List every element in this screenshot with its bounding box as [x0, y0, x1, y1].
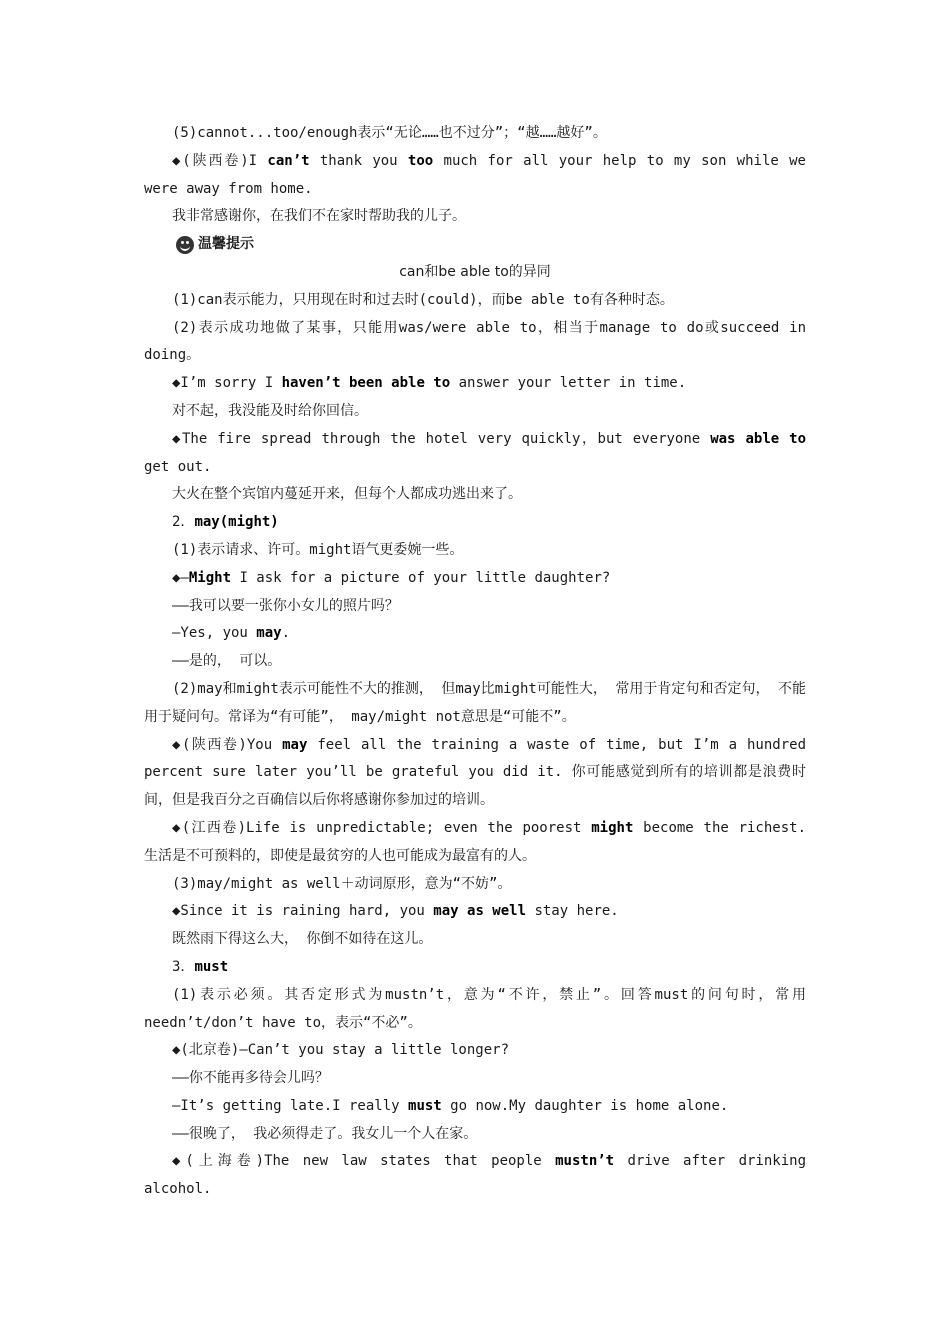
- keyword: haven’t been able to: [281, 375, 451, 392]
- example-sentence: ◆(陕西卷)I can’t thank you too much for all your help to my son while we were away from home.: [144, 152, 806, 197]
- keyword: might: [591, 819, 634, 836]
- section-heading: can和be able to的异同: [399, 263, 551, 280]
- example-sentence: ◆(江西卷)Life is unpredictable; even the poorest might become the richest. 生活是不可预料的，即使是最贫穷的人也可能成为最富有的人。: [144, 819, 806, 864]
- text-line: (2)may和might表示可能性不大的推测， 但may比might可能性大， 常用于肯定句和否定句， 不能用于疑问句。常译为“有可能”， may/might not意思是“可能不”。: [144, 680, 806, 725]
- document-page: [144, 120, 806, 1204]
- translation: ——很晚了， 我必须得走了。我女儿一个人在家。: [172, 1125, 478, 1142]
- keyword: Might: [188, 569, 232, 586]
- example-sentence: ◆(陕西卷)You may feel all the training a waste of time, but I’m a hundred percent sure later you’ll be grateful you did it. 你可能感觉到所有的培训都是浪费时间，但是我百分之百确信以后你将感谢你参加过的培训。: [144, 736, 806, 809]
- example-sentence: ◆The fire spread through the hotel very quickly，but everyone was able to get out.: [144, 430, 806, 475]
- keyword: may: [256, 625, 282, 642]
- keyword: mustn’t: [555, 1153, 615, 1170]
- keyword: was able to: [710, 430, 806, 447]
- example-sentence: ◆(上海卷)The new law states that people mustn’t drive after drinking alcohol.: [144, 1153, 806, 1198]
- keyword: too: [407, 152, 434, 169]
- translation: ——是的， 可以。: [172, 653, 282, 670]
- section-number: 2．may(might): [172, 514, 279, 531]
- keyword: may as well: [433, 903, 527, 920]
- example-sentence: —Yes, you may.: [172, 625, 291, 642]
- example-sentence: ◆Since it is raining hard, you may as well stay here.: [172, 903, 619, 920]
- keyword: may(might): [194, 514, 279, 531]
- text-line: (3)may/might as well＋动词原形，意为“不妨”。: [172, 875, 512, 892]
- translation: 大火在整个宾馆内蔓延开来，但每个人都成功逃出来了。: [172, 486, 522, 503]
- keyword: may: [282, 736, 308, 753]
- text-line: (1)表示请求、许可。might语气更委婉一些。: [172, 541, 464, 558]
- tip-header: 温馨提示: [144, 231, 806, 259]
- example-sentence: —It’s getting late.I really must go now.My daughter is home alone.: [172, 1097, 729, 1114]
- keyword: must: [194, 958, 229, 975]
- section-number: 3．must: [172, 958, 229, 975]
- smiley-icon: [176, 236, 194, 254]
- text-line: (1)表示必须。其否定形式为mustn’t，意为“不许，禁止”。回答must的问句时，常用needn’t/don’t have to，表示“不必”。: [144, 986, 806, 1031]
- text-line: (5)cannot...too/enough表示“无论……也不过分”；“越……越好”。: [172, 125, 607, 141]
- example-sentence: ◆I’m sorry I haven’t been able to answer your letter in time.: [172, 375, 687, 392]
- text-line: (2)表示成功地做了某事，只能用was/were able to，相当于manage to do或succeed in doing。: [144, 319, 806, 364]
- translation: ——你不能再多待会儿吗？: [172, 1070, 329, 1087]
- translation: ——我可以要一张你小女儿的照片吗？: [172, 597, 399, 614]
- text-line: (1)can表示能力，只用现在时和过去时(could)，而be able to有各种时态。: [172, 291, 674, 308]
- example-sentence: ◆(北京卷)—Can’t you stay a little longer?: [172, 1042, 510, 1059]
- translation: 对不起，我没能及时给你回信。: [172, 402, 368, 419]
- keyword: can’t: [267, 152, 310, 169]
- example-sentence: ◆—Might I ask for a picture of your little daughter?: [172, 569, 611, 586]
- translation: 我非常感谢你，在我们不在家时帮助我的儿子。: [172, 208, 466, 225]
- keyword: must: [408, 1097, 442, 1114]
- translation: 既然雨下得这么大， 你倒不如待在这儿。: [172, 931, 433, 948]
